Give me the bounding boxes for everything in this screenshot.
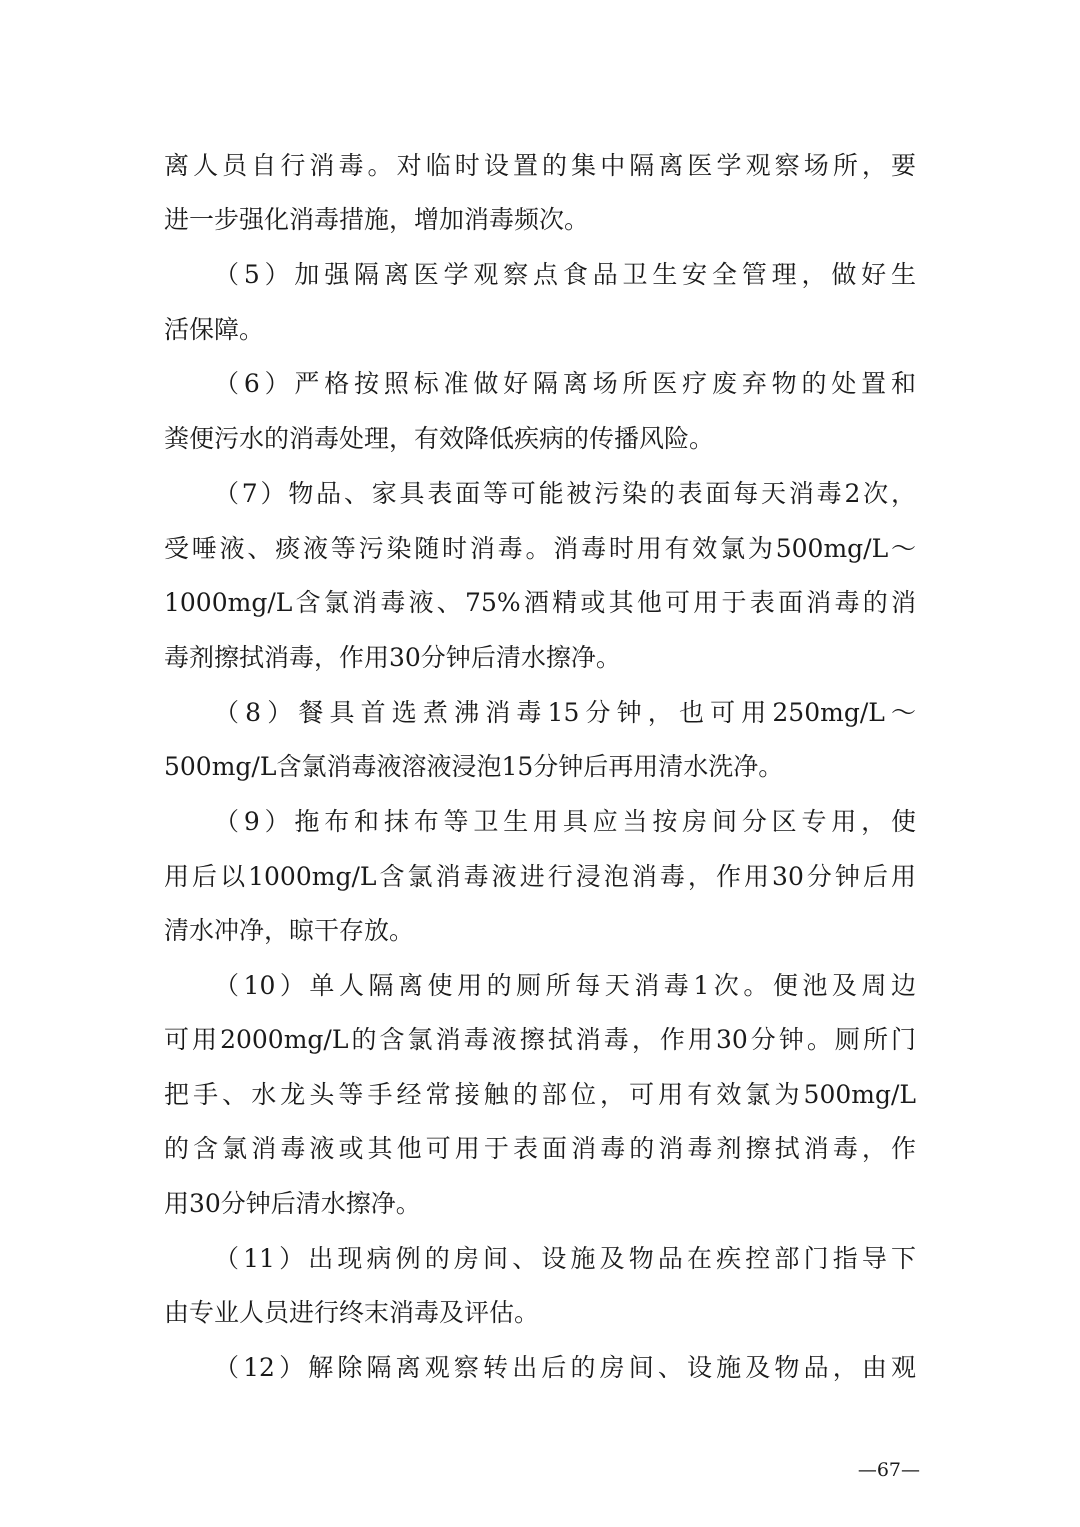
text-line: 500mg/L含氯消毒液溶液浸泡15分钟后再用清水洗净。 xyxy=(164,752,784,781)
text-line: 受唾液、痰液等污染随时消毒。消毒时用有效氯为500mg/L～ xyxy=(164,534,916,563)
paragraph-12-start: （12）解除隔离观察转出后的房间、设施及物品，由观 xyxy=(214,1353,916,1382)
paragraph-5-start: （5）加强隔离医学观察点食品卫生安全管理，做好生 xyxy=(214,260,916,289)
paragraph-6-start: （6）严格按照标准做好隔离场所医疗废弃物的处置和 xyxy=(214,369,916,398)
text-line: 把手、水龙头等手经常接触的部位，可用有效氯为500mg/L xyxy=(164,1080,916,1109)
text-line: 1000mg/L含氯消毒液、75%酒精或其他可用于表面消毒的消 xyxy=(164,588,916,617)
text-line: 可用2000mg/L的含氯消毒液擦拭消毒，作用30分钟。厕所门 xyxy=(164,1025,916,1054)
text-line: 清水冲净，晾干存放。 xyxy=(164,916,415,945)
text-line: 活保障。 xyxy=(164,315,265,344)
page-number: —67— xyxy=(857,1459,920,1481)
paragraph-8-start: （8）餐具首选煮沸消毒15分钟，也可用250mg/L～ xyxy=(214,698,916,727)
text-line: 用30分钟后清水擦净。 xyxy=(164,1189,421,1218)
text-line: 粪便污水的消毒处理，有效降低疾病的传播风险。 xyxy=(164,424,715,453)
paragraph-11-start: （11）出现病例的房间、设施及物品在疾控部门指导下 xyxy=(214,1244,916,1273)
paragraph-9-start: （9）拖布和抹布等卫生用具应当按房间分区专用，使 xyxy=(214,807,916,836)
text-line: 毒剂擦拭消毒，作用30分钟后清水擦净。 xyxy=(164,643,621,672)
text-line: 由专业人员进行终末消毒及评估。 xyxy=(164,1298,540,1327)
text-line: 用后以1000mg/L含氯消毒液进行浸泡消毒，作用30分钟后用 xyxy=(164,862,916,891)
paragraph-10-start: （10）单人隔离使用的厕所每天消毒1次。便池及周边 xyxy=(214,971,916,1000)
text-line: 进一步强化消毒措施，增加消毒频次。 xyxy=(164,205,590,234)
text-line: 离人员自行消毒。对临时设置的集中隔离医学观察场所，要 xyxy=(164,151,916,180)
paragraph-7-start: （7）物品、家具表面等可能被污染的表面每天消毒2次， xyxy=(214,479,916,508)
text-line: 的含氯消毒液或其他可用于表面消毒的消毒剂擦拭消毒，作 xyxy=(164,1134,916,1163)
